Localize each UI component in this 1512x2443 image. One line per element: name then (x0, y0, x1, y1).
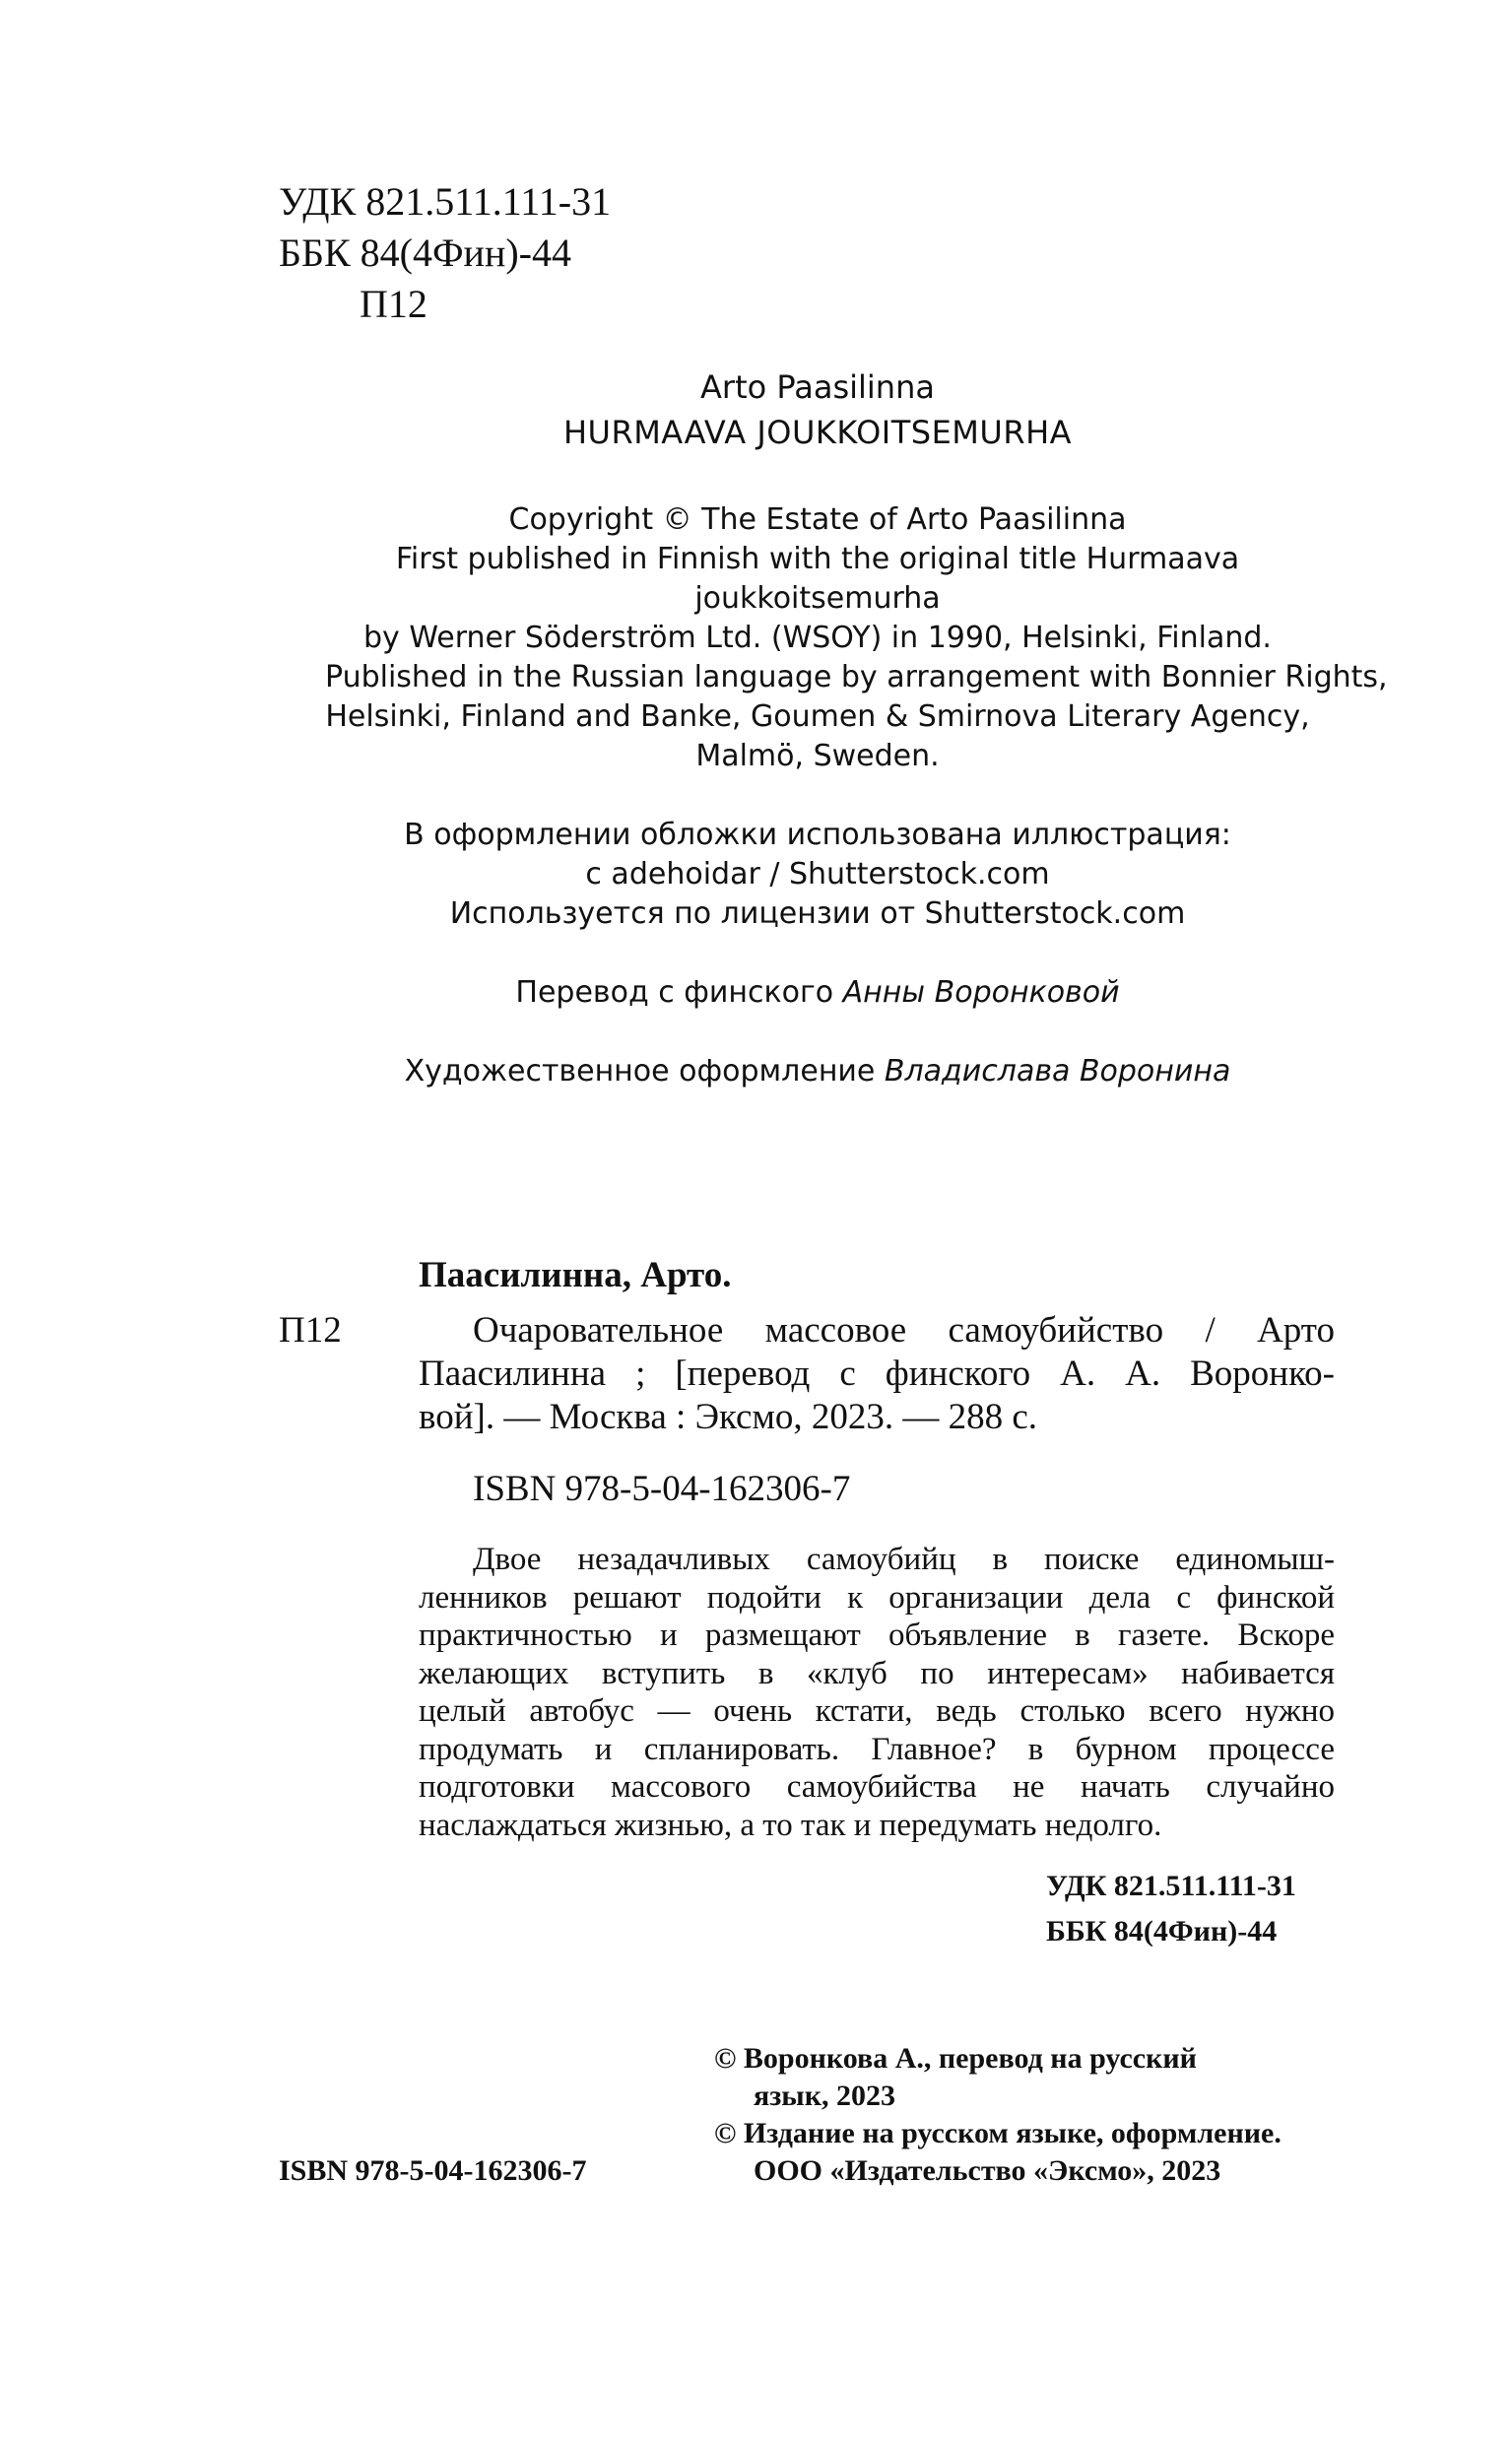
copyright-notice-line: язык, 2023 (754, 2080, 895, 2112)
cover-credit-line: Используется по лицензии от Shutterstock.com (449, 896, 1186, 931)
annotation-line: целый автобус — очень кстати, ведь столько всего нужно (419, 1693, 1335, 1729)
translation-label: Перевод с финского (515, 975, 843, 1010)
author-mark: П12 (360, 282, 427, 326)
cover-credit-line: с adehoidar / Shutterstock.com (585, 857, 1050, 891)
udk-code: УДК 821.511.111-31 (279, 179, 612, 224)
annotation (419, 1541, 1335, 1844)
catalog-isbn: ISBN 978-5-04-162306-7 (473, 1469, 851, 1509)
bbk-code: ББК 84(4Фин)-44 (279, 231, 571, 275)
copyright-line: First published in Finnish with the original title Hurmaava (395, 542, 1240, 576)
annotation-line: наслаждаться жизнью, а то так и передумать недолго. (419, 1807, 1162, 1843)
footer-bbk: ББК 84(4Фин)-44 (1046, 1915, 1278, 1948)
original-author: Arto Paasilinna (700, 368, 935, 406)
copyright-block (325, 500, 1388, 776)
annotation-line: желающих вступить в «клуб по интересам» набивается (419, 1655, 1335, 1691)
catalog-line: Очаровательное массовое самоубийство / Арто (473, 1310, 1335, 1351)
copyright-line: Helsinki, Finland and Banke, Goumen & Smirnova Literary Agency, (325, 699, 1310, 734)
copyright-notice-line: ООО «Издательство «Эксмо», 2023 (754, 2154, 1221, 2187)
catalog-description (419, 1309, 1335, 1439)
catalog-line: Паасилинна ; [перевод с финского А. А. Воронко- (419, 1354, 1335, 1394)
annotation-line: подготовки массового самоубийства не начать случайно (419, 1769, 1335, 1805)
catalog-mark: П12 (279, 1310, 342, 1351)
annotation-line: Двое незадачливых самоубийц в поиске единомыш- (473, 1542, 1335, 1577)
catalog-line: вой]. — Москва : Эксмо, 2023. — 288 с. (419, 1397, 1038, 1437)
copyright-line: joukkoitsemurha (694, 581, 941, 616)
footer-isbn: ISBN 978-5-04-162306-7 (279, 2154, 587, 2187)
copyright-notice-line: © Воронкова А., перевод на русский (714, 2042, 1197, 2075)
designer-name: Владислава Воронина (884, 1054, 1231, 1089)
cover-credit-block (325, 816, 1310, 934)
design-credit (325, 1052, 1310, 1091)
original-title: HURMAAVA JOUKKOITSEMURHA (562, 414, 1073, 451)
catalog-heading: Паасилинна, Арто. (419, 1255, 732, 1295)
translation-credit (325, 973, 1310, 1013)
annotation-line: практичностью и размещают объявление в газете. Вскоре (419, 1618, 1335, 1653)
copyright-line: by Werner Söderström Ltd. (WSOY) in 1990, Helsinki, Finland. (363, 621, 1272, 655)
copyright-line: Malmö, Sweden. (695, 739, 940, 773)
translator-name: Анны Воронковой (842, 975, 1120, 1010)
design-label: Художественное оформление (404, 1054, 885, 1089)
copyright-line: Copyright © The Estate of Arto Paasilinna (508, 502, 1127, 537)
copyright-notice-line: © Издание на русском языке, оформление. (714, 2117, 1282, 2149)
copyright-line: Published in the Russian language by arrangement with Bonnier Rights, (325, 660, 1388, 694)
annotation-line: ленников решают подойти к организации дела с финской (419, 1579, 1335, 1616)
footer-udk: УДК 821.511.111-31 (1046, 1870, 1296, 1902)
cover-credit-line: В оформлении обложки использована иллюстрация: (404, 818, 1231, 852)
annotation-line: продумать и спланировать. Главное? в бурном процессе (419, 1731, 1335, 1767)
copyright-notices (714, 2040, 1282, 2190)
